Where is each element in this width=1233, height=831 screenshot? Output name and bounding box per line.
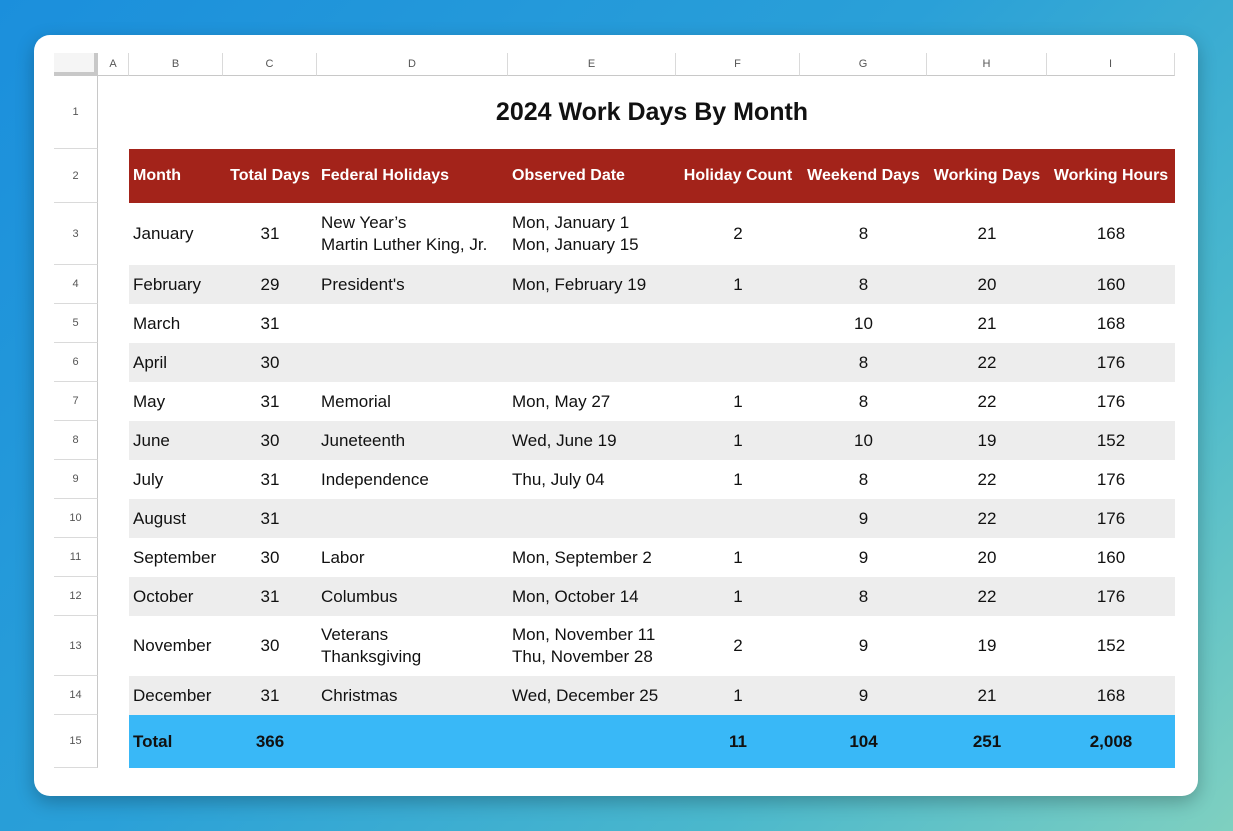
total-days-sum-cell[interactable]: 366 (255, 731, 285, 751)
holiday-count-cell[interactable] (676, 343, 800, 382)
working-hours-cell[interactable]: 176 (1096, 508, 1126, 528)
holiday-count-cell[interactable]: 2 (733, 224, 743, 243)
total-days-cell[interactable]: 30 (260, 547, 280, 567)
working-days-cell[interactable]: 19 (977, 636, 997, 655)
working-days-cell[interactable]: 19 (977, 430, 997, 450)
working-hours-cell[interactable]: 168 (1096, 685, 1126, 705)
header-cell[interactable]: Total Days (230, 167, 310, 184)
header-cell[interactable]: Observed Date (512, 167, 625, 184)
working-days-cell[interactable]: 21 (977, 685, 997, 705)
holiday-name: Christmas (321, 685, 398, 705)
total-days-cell[interactable]: 31 (260, 469, 280, 489)
row-header-2[interactable]: 2 (54, 149, 98, 203)
total-days-cell[interactable]: 31 (260, 313, 280, 333)
holiday-count-cell[interactable]: 1 (733, 685, 743, 705)
working-days-cell[interactable]: 21 (977, 313, 997, 333)
observed-date-cell[interactable] (508, 421, 676, 460)
table-row (129, 304, 1175, 343)
federal-holidays-cell[interactable] (317, 460, 508, 499)
observed-date-cell[interactable] (508, 577, 676, 616)
holiday-count-cell[interactable]: 1 (733, 391, 743, 411)
holiday-name: Juneteenth (321, 430, 406, 450)
holiday-name: Martin Luther King, Jr. (321, 235, 488, 254)
weekend-days-cell[interactable]: 9 (858, 508, 869, 528)
row-header-14[interactable]: 14 (54, 676, 98, 715)
sheet-title[interactable]: 2024 Work Days By Month (495, 98, 809, 126)
row-header-13[interactable]: 13 (54, 616, 98, 676)
weekend-days-cell[interactable]: 8 (858, 469, 869, 489)
table-row (129, 676, 1175, 715)
observed-date-cell[interactable] (508, 616, 676, 676)
row-header-3[interactable]: 3 (54, 203, 98, 265)
working-days-cell[interactable]: 20 (977, 274, 997, 294)
column-header-a[interactable]: A (98, 53, 129, 76)
header-cell[interactable]: Working Days (933, 167, 1041, 184)
row-header-6[interactable]: 6 (54, 343, 98, 382)
table-row (129, 577, 1175, 616)
total-days-cell[interactable]: 31 (260, 685, 280, 705)
total-empty-cell[interactable] (317, 715, 508, 768)
observed-date: Mon, October 14 (512, 586, 639, 606)
month-cell[interactable]: November (133, 636, 212, 655)
month-cell[interactable]: February (133, 274, 202, 294)
month-cell[interactable]: March (133, 313, 181, 333)
header-cell[interactable]: Working Hours (1053, 167, 1169, 184)
holiday-count-cell[interactable]: 2 (733, 636, 743, 655)
total-days-cell[interactable]: 30 (260, 430, 280, 450)
holiday-count-cell[interactable]: 1 (733, 274, 743, 294)
federal-holidays-cell[interactable] (317, 577, 508, 616)
weekend-days-cell[interactable]: 8 (858, 352, 869, 372)
weekend-days-cell[interactable]: 8 (858, 224, 869, 243)
observed-date: Wed, June 19 (512, 430, 617, 450)
total-empty-cell[interactable] (508, 715, 676, 768)
table-row (129, 203, 1175, 265)
holiday-count-cell[interactable]: 1 (733, 547, 743, 567)
working-hours-cell[interactable]: 152 (1096, 430, 1126, 450)
weekend-days-cell[interactable]: 8 (858, 274, 869, 294)
observed-date-cell[interactable] (508, 265, 676, 304)
header-cell[interactable]: Weekend Days (807, 167, 920, 184)
row-header-10[interactable]: 10 (54, 499, 98, 538)
observed-date: Mon, January 1 (512, 213, 630, 232)
working-hours-cell[interactable]: 168 (1096, 224, 1126, 243)
total-days-cell[interactable]: 31 (260, 224, 280, 243)
column-header-e[interactable]: E (508, 53, 676, 76)
weekend-days-cell[interactable]: 9 (858, 685, 869, 705)
observed-date-cell[interactable] (508, 343, 676, 382)
working-days-cell[interactable]: 22 (977, 586, 997, 606)
row-header-5[interactable]: 5 (54, 304, 98, 343)
month-cell[interactable]: September (133, 547, 217, 567)
working-hours-cell[interactable]: 160 (1096, 274, 1126, 294)
holiday-count-cell[interactable]: 1 (733, 469, 743, 489)
observed-date-cell[interactable] (508, 538, 676, 577)
holiday-count-cell[interactable]: 1 (733, 586, 743, 606)
month-cell[interactable]: July (133, 469, 164, 489)
working-hours-cell[interactable]: 176 (1096, 352, 1126, 372)
working-days-cell[interactable]: 22 (977, 508, 997, 528)
holiday-name: Veterans (321, 625, 389, 644)
table-row (129, 343, 1175, 382)
working-hours-cell[interactable]: 176 (1096, 586, 1126, 606)
total-days-cell[interactable]: 30 (260, 352, 280, 372)
weekend-days-cell[interactable]: 9 (858, 636, 869, 655)
observed-date-cell[interactable] (508, 304, 676, 343)
column-header-h[interactable]: H (927, 53, 1047, 76)
weekend-days-cell[interactable]: 10 (854, 313, 873, 333)
holiday-count-cell[interactable] (676, 499, 800, 538)
federal-holidays-cell[interactable] (317, 616, 508, 676)
month-cell[interactable]: April (133, 352, 168, 372)
column-header-i[interactable]: I (1047, 53, 1175, 76)
observed-date: Mon, January 15 (512, 235, 639, 254)
total-days-cell[interactable]: 31 (260, 391, 280, 411)
working-hours-cell[interactable]: 160 (1096, 547, 1126, 567)
table-row (129, 460, 1175, 499)
weekend-days-cell[interactable]: 8 (858, 586, 869, 606)
header-cell[interactable]: Federal Holidays (321, 167, 450, 184)
federal-holidays-cell[interactable] (317, 304, 508, 343)
working-hours-cell[interactable]: 152 (1096, 636, 1126, 655)
holiday-count-sum-cell[interactable]: 11 (729, 731, 747, 751)
spreadsheet-card (34, 35, 1198, 796)
total-row (129, 715, 1175, 768)
federal-holidays-cell[interactable] (317, 499, 508, 538)
federal-holidays-cell[interactable] (317, 203, 508, 265)
weekend-days-cell[interactable]: 9 (858, 547, 869, 567)
holiday-count-cell[interactable]: 1 (733, 430, 743, 450)
month-cell[interactable]: May (133, 391, 166, 411)
observed-date: Thu, November 28 (512, 647, 653, 666)
holiday-name: New Year’s (321, 213, 407, 232)
working-days-cell[interactable]: 22 (977, 391, 997, 411)
column-header-c[interactable]: C (223, 53, 317, 76)
weekend-days-cell[interactable]: 8 (858, 391, 869, 411)
column-header-f[interactable]: F (676, 53, 800, 76)
row-header-1[interactable]: 1 (54, 76, 98, 149)
column-header-d[interactable]: D (317, 53, 508, 76)
working-hours-cell[interactable]: 168 (1096, 313, 1126, 333)
total-days-cell[interactable]: 30 (260, 636, 280, 655)
working-hours-cell[interactable]: 176 (1096, 469, 1126, 489)
row-header-8[interactable]: 8 (54, 421, 98, 460)
observed-date: Wed, December 25 (512, 685, 659, 705)
holiday-count-cell[interactable] (676, 304, 800, 343)
federal-holidays-cell[interactable] (317, 421, 508, 460)
table-row (129, 265, 1175, 304)
select-all-corner[interactable] (54, 53, 98, 76)
observed-date: Mon, May 27 (512, 391, 611, 411)
table-row (129, 499, 1175, 538)
working-hours-cell[interactable]: 176 (1096, 391, 1126, 411)
month-cell[interactable]: December (133, 685, 212, 705)
month-cell[interactable]: January (133, 224, 194, 243)
working-days-cell[interactable]: 20 (977, 547, 997, 567)
total-days-cell[interactable]: 31 (260, 508, 280, 528)
column-header-g[interactable]: G (800, 53, 927, 76)
federal-holidays-cell[interactable] (317, 265, 508, 304)
holiday-name: Memorial (321, 391, 391, 411)
row-header-7[interactable]: 7 (54, 382, 98, 421)
observed-date: Mon, September 2 (512, 547, 652, 567)
holiday-name: Independence (321, 469, 429, 489)
holiday-name: Columbus (321, 586, 398, 606)
header-cell[interactable]: Holiday Count (683, 167, 793, 184)
holiday-name: Thanksgiving (321, 647, 422, 666)
header-cell[interactable]: Month (133, 167, 181, 184)
weekend-days-sum-cell[interactable]: 104 (849, 731, 878, 751)
row-header-11[interactable]: 11 (54, 538, 98, 577)
column-header-b[interactable]: B (129, 53, 223, 76)
row-header-12[interactable]: 12 (54, 577, 98, 616)
table-row (129, 538, 1175, 577)
row-header-9[interactable]: 9 (54, 460, 98, 499)
federal-holidays-cell[interactable] (317, 343, 508, 382)
federal-holidays-cell[interactable] (317, 382, 508, 421)
observed-date: Thu, July 04 (512, 469, 605, 489)
total-days-cell[interactable]: 31 (260, 586, 280, 606)
working-hours-sum-cell[interactable]: 2,008 (1089, 731, 1133, 751)
federal-holidays-cell[interactable] (317, 676, 508, 715)
spreadsheet (54, 53, 1178, 777)
observed-date: Mon, November 11 (512, 625, 656, 644)
month-cell[interactable]: June (133, 430, 170, 450)
total-days-cell[interactable]: 29 (260, 274, 280, 294)
observed-date-cell[interactable] (508, 460, 676, 499)
month-cell[interactable]: October (133, 586, 194, 606)
federal-holidays-cell[interactable] (317, 538, 508, 577)
holiday-name: Labor (321, 547, 365, 567)
table-row (129, 616, 1175, 676)
weekend-days-cell[interactable]: 10 (854, 430, 873, 450)
row-header-4[interactable]: 4 (54, 265, 98, 304)
observed-date-cell[interactable] (508, 499, 676, 538)
observed-date-cell[interactable] (508, 382, 676, 421)
table-row (129, 382, 1175, 421)
table-header-row (129, 149, 1175, 203)
holiday-name: President's (321, 274, 405, 294)
observed-date-cell[interactable] (508, 676, 676, 715)
working-days-cell[interactable]: 21 (977, 224, 997, 243)
observed-date-cell[interactable] (508, 203, 676, 265)
month-cell[interactable]: August (133, 508, 186, 528)
working-days-sum-cell[interactable]: 251 (972, 731, 1002, 751)
total-label-cell[interactable]: Total (133, 731, 173, 751)
table-row (129, 421, 1175, 460)
row-header-15[interactable]: 15 (54, 715, 98, 768)
observed-date: Mon, February 19 (512, 274, 647, 294)
working-days-cell[interactable]: 22 (977, 469, 997, 489)
working-days-cell[interactable]: 22 (977, 352, 997, 372)
